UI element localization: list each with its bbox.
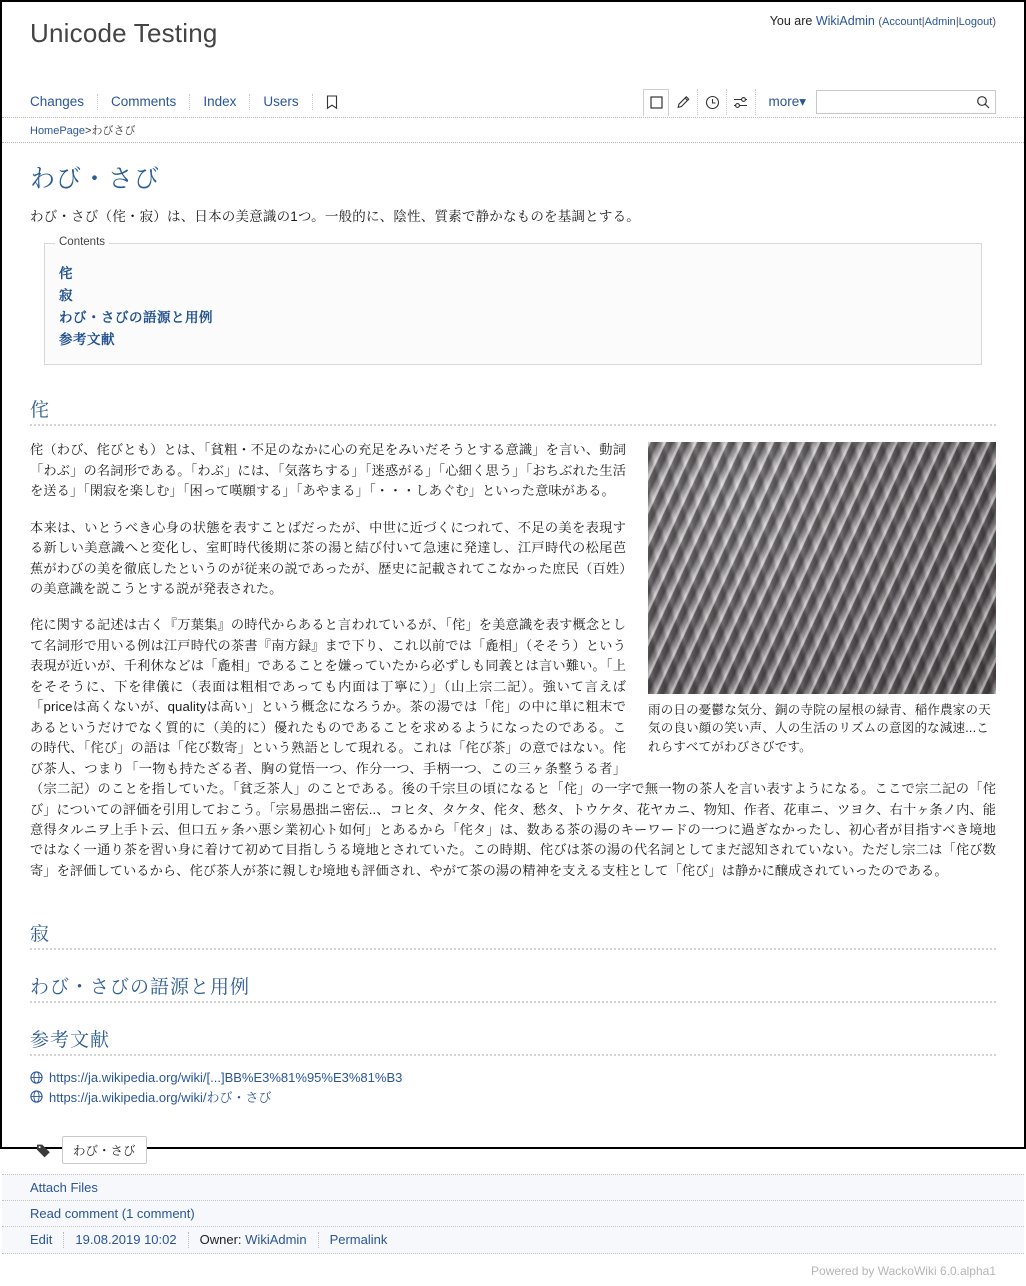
page-content	[2, 143, 1024, 1164]
permalink-cell[interactable]	[319, 1232, 399, 1248]
page-meta-strip	[2, 1226, 1024, 1254]
contents-legend: Contents	[55, 236, 109, 248]
owner-label: Owner:	[199, 1232, 242, 1248]
pipe-2: |	[955, 16, 959, 28]
page-title: わび・さび	[30, 165, 161, 193]
section-wabi	[30, 395, 996, 897]
attach-files-strip	[2, 1174, 1024, 1200]
user-prefix-label: You are	[769, 14, 813, 28]
pencil-edit-icon[interactable]	[669, 89, 698, 115]
breadcrumb	[2, 118, 1024, 143]
list-item	[59, 262, 967, 282]
owner-link[interactable]: WikiAdmin	[245, 1232, 307, 1248]
reference-link-1[interactable]: https://ja.wikipedia.org/wiki/[...]BB%E3%81%95%E3%81%B3	[49, 1070, 403, 1086]
weathered-rock-texture-photo	[648, 442, 996, 694]
user-status-bar	[770, 14, 996, 28]
powered-by-label: Powered by WackoWiki 6.0.alpha1	[811, 1264, 996, 1279]
section-heading-references: 参考文献	[30, 1030, 111, 1052]
section-divider	[30, 1001, 996, 1003]
list-item	[30, 1087, 996, 1106]
pipe-1: |	[921, 16, 925, 28]
account-link[interactable]: Account	[882, 16, 922, 28]
toc-link-references[interactable]: 参考文献	[59, 332, 115, 348]
bookmark-icon[interactable]	[313, 95, 351, 110]
paren-open: (	[878, 16, 883, 28]
timestamp-link[interactable]: 19.08.2019 10:02	[75, 1232, 177, 1248]
section-heading-etymology: わび・さびの語源と用例	[30, 977, 251, 999]
breadcrumb-separator: >	[85, 125, 92, 137]
page-header	[2, 2, 1024, 86]
edit-link[interactable]: Edit	[30, 1232, 53, 1248]
breadcrumb-current: わびさび	[91, 125, 136, 137]
search-icon[interactable]	[976, 95, 990, 109]
search-box[interactable]	[816, 90, 996, 114]
timestamp-cell[interactable]	[64, 1232, 188, 1248]
list-item	[30, 1070, 996, 1085]
page-toolbar	[643, 86, 996, 118]
section-divider	[30, 424, 996, 426]
tag-icon	[36, 1143, 52, 1157]
owner-cell	[189, 1232, 319, 1248]
section-heading-sabi: 寂	[30, 924, 51, 946]
section-sabi	[30, 919, 996, 950]
admin-link[interactable]: Admin	[924, 16, 956, 28]
page-lead-paragraph: わび・さび（侘・寂）は、日本の美意識の1つ。一般的に、陰性、質素で静かなものを基調とする。	[30, 209, 640, 224]
wabi-paragraph-2: 本来は、いとうべき心身の状態を表すことばだったが、中世に近づくにつれて、不足の美を表現する新しい美意識へと変化し、室町時代後期に茶の湯と結び付いて急速に発達し、江戸時代の松尾芭蕉がわびの美を徹底したというのが従来の説であったが、歴史に記載されてこなかった庶民（百姓）の美意識を説こうとする説が発表された。	[30, 519, 626, 596]
read-comment-strip	[2, 1200, 1024, 1226]
toc-link-wabi[interactable]: 侘	[59, 266, 73, 282]
toc-link-etymology[interactable]: わび・さびの語源と用例	[59, 310, 213, 326]
more-menu-button[interactable]	[756, 94, 816, 110]
contents-box	[44, 236, 982, 365]
globe-link-icon	[30, 1071, 43, 1084]
search-input[interactable]	[817, 94, 976, 110]
breadcrumb-home-link[interactable]: HomePage	[30, 125, 86, 137]
nav-item-users[interactable]: Users	[250, 94, 312, 110]
list-item	[59, 328, 967, 348]
site-title: Unicode Testing	[30, 18, 218, 48]
reference-link-2[interactable]: https://ja.wikipedia.org/wiki/わび・さび	[49, 1090, 272, 1106]
figure-caption: 雨の日の憂鬱な気分、銅の寺院の屋根の緑青、稲作農家の天気の良い顔の笑い声、人の生活のリズムの意図的な減速...これらすべてがわびさびです。	[648, 703, 991, 754]
nav-item-comments[interactable]: Comments	[98, 94, 190, 110]
logout-link[interactable]: Logout	[958, 16, 993, 28]
sliders-settings-icon[interactable]	[727, 89, 756, 115]
wabi-paragraph-3: 侘に関する記述は古く『万葉集』の時代からあると言われているが、「侘」を美意識を表す概念として名詞形で用いる例は江戸時代の茶書『南方録』まで下り、これ以前では「麁相」（そそう）という表現が近いが、千利休などは「麁相」であることを嫌っていたから必ずしも同義とは言い難い。「上をそそうに、下を律儀に（表面は粗相であっても内面は丁寧に）」（山上宗二記）。強いて言えば「priceは高くないが、qualityは高い」という概念になろうか。茶の湯では「侘」の中に単に粗末であるというだけでなく質的に（美的に）優れたものであることを求めるようになったのである。この時代、「侘び」の語は「侘び数寄」という熟語として現れる。これは「侘び茶」の意ではない。侘び茶人、つまり「一物も持たざる者、胸の覚悟一つ、作分一つ、手柄一つ、この三ヶ条整うる者」（宗二記）のことを指していた。「貧乏茶人」のことである。後の千宗旦の頃になると「侘」の一字で無一物の茶人を言い表すようになる。ここで宗二記の「侘び」についての評価を引用しておこう。「宗易愚拙ニ密伝..、コヒタ、タケタ、侘タ、愁タ、トウケタ、花ヤカニ、物知、作者、花車ニ、ツヨク、右十ヶ条ノ内、能意得タルニヲ上手ト云、但口五ヶ条ハ悪シ業初心ト如何」とあるから「侘タ」は、数ある茶の湯のキーワードの一つに過ぎなかったし、初心者が目指すべき境地ではなく一通り茶を習い身に着けて初めて目指しうる境地とされていた。この時期、侘びは茶の湯の代名詞としてまだ認知されていない。ただし宗二は「侘び数寄」を評価しているから、侘び茶人が茶に親しむ境地も評価され、やがて茶の湯の精神を支える支柱として「侘び」は静かに醸成されていったのである。	[30, 617, 996, 878]
user-name-link[interactable]: WikiAdmin	[815, 14, 875, 28]
section-references	[30, 1025, 996, 1106]
list-item	[59, 284, 967, 304]
nav-item-index[interactable]: Index	[190, 94, 250, 110]
tag-chip[interactable]: わび・さび	[62, 1136, 147, 1164]
page-icon[interactable]	[643, 89, 669, 116]
section-etymology	[30, 972, 996, 1003]
nav-item-changes[interactable]: Changes	[30, 94, 98, 110]
toc-link-sabi[interactable]: 寂	[59, 288, 73, 304]
chevron-down-icon: ▾	[799, 94, 806, 109]
figure-wabi	[648, 442, 996, 755]
clock-history-icon[interactable]	[698, 89, 727, 115]
section-heading-wabi: 侘	[30, 400, 51, 422]
permalink-link[interactable]: Permalink	[329, 1232, 388, 1248]
more-label: more	[768, 94, 800, 109]
main-navigation	[2, 86, 1024, 118]
section-divider	[30, 1054, 996, 1056]
list-item	[59, 306, 967, 326]
wabi-paragraph-1: 侘（わび、侘びとも）とは、「貧粗・不足のなかに心の充足をみいだそうとする意識」を言い、動詞「わぶ」の名詞形である。「わぶ」には、「気落ちする」「迷惑がる」「心細く思う」「おちぶれた生活を送る」「閑寂を楽しむ」「困って嘆願する」「あやまる」「・・・しあぐむ」といった意味がある。	[30, 442, 626, 499]
globe-link-icon	[30, 1090, 43, 1103]
paren-close: )	[992, 16, 996, 28]
edit-cell[interactable]	[30, 1232, 64, 1248]
attach-files-link[interactable]: Attach Files	[30, 1180, 98, 1196]
tag-row	[36, 1136, 996, 1164]
section-divider	[30, 948, 996, 950]
contents-list	[59, 262, 967, 348]
read-comment-link[interactable]: Read comment (1 comment)	[30, 1206, 195, 1222]
reference-link-list	[30, 1070, 996, 1106]
